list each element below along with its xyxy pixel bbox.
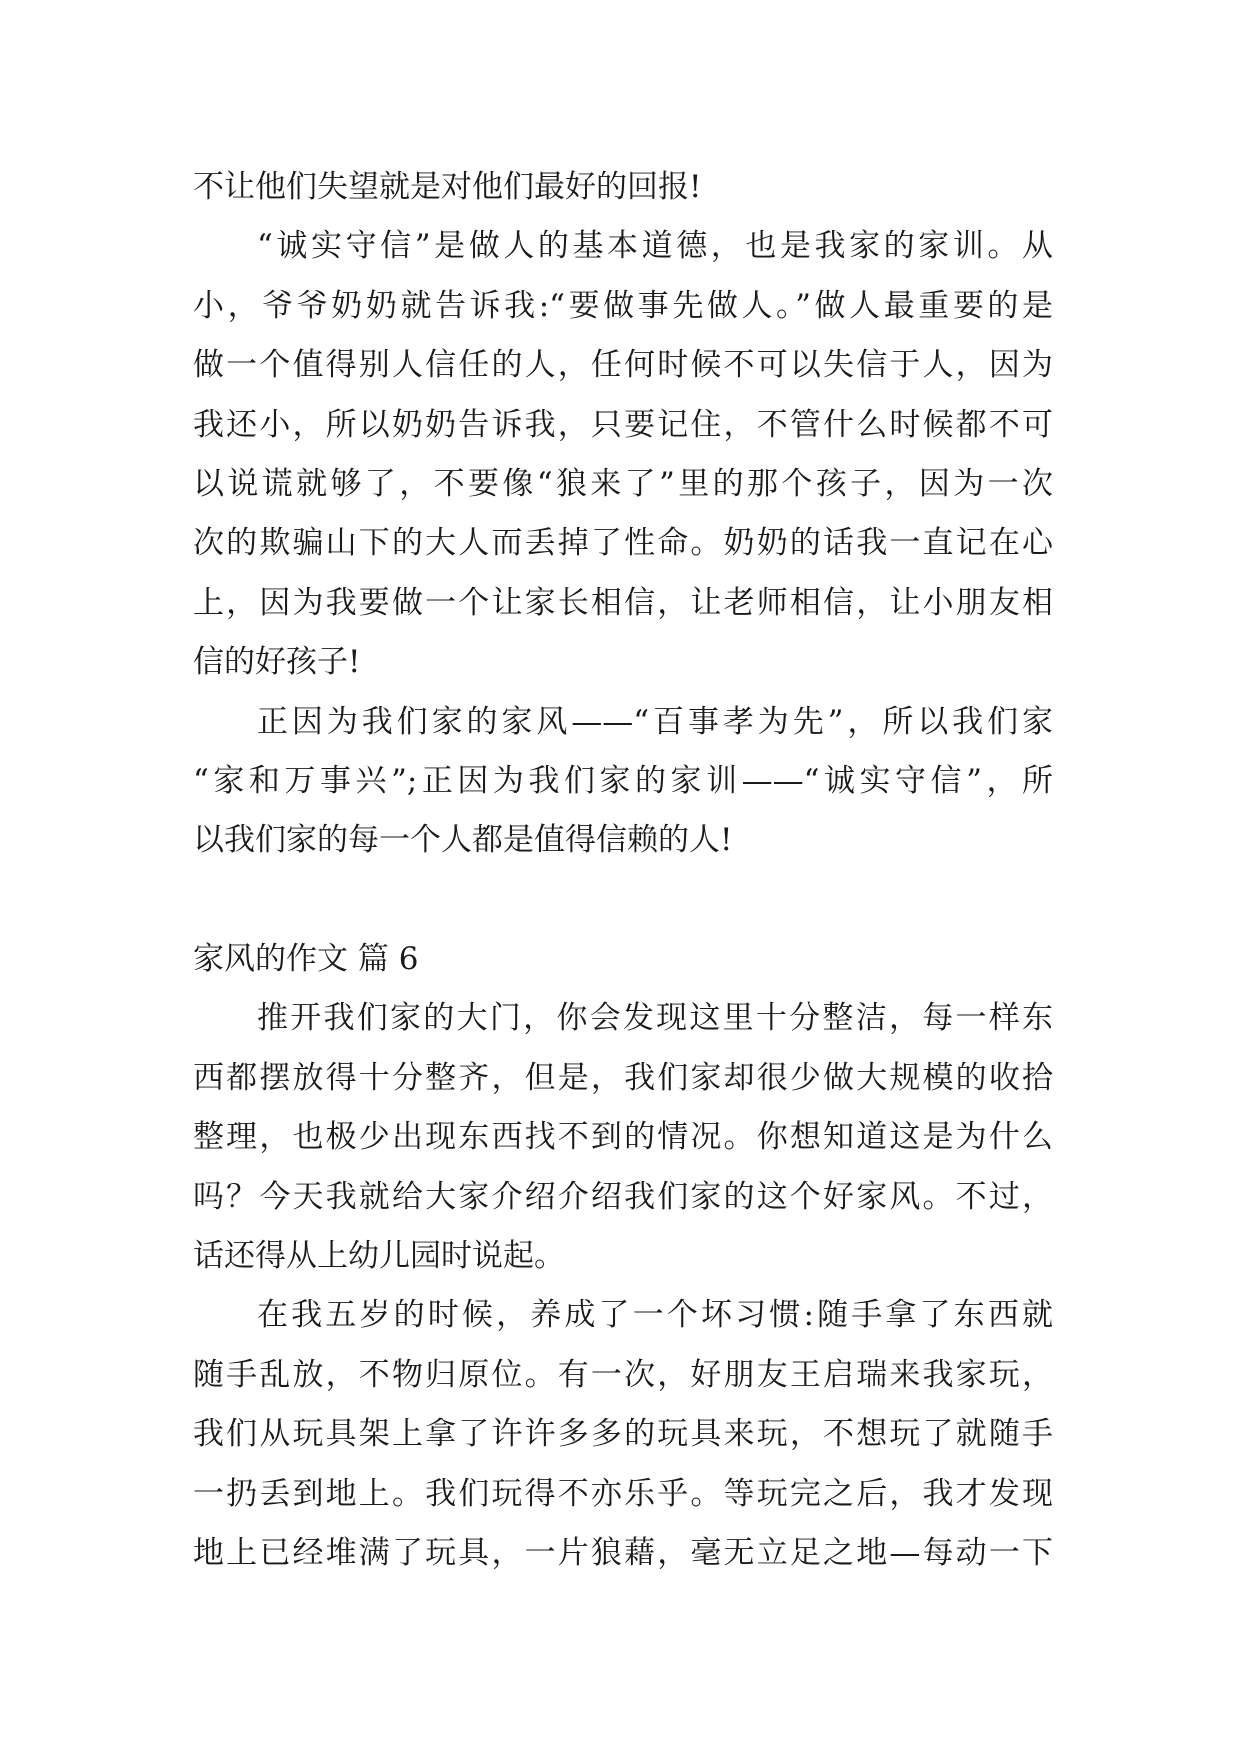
text-line: 推开我们家的大门，你会发现这里十分整洁，每一样东 (257, 1000, 1053, 1037)
paragraph (193, 989, 1053, 1286)
paragraph (193, 1286, 1053, 1583)
text-line: 不让他们失望就是对他们最好的回报! (193, 169, 702, 205)
text-line: 地上已经堆满了玩具，一片狼藉，毫无立足之地—每动一下 (193, 1534, 1053, 1571)
text-line: 信的好孩子! (193, 644, 361, 681)
paragraph (193, 158, 1053, 217)
heading-text: 家风的作文 篇 6 (193, 941, 419, 978)
text-line: “家和万事兴”;正因为我们家的家训——“诚实守信”，所 (193, 762, 1053, 799)
text-line: 话还得从上幼儿园时说起。 (193, 1238, 565, 1275)
text-line: 做一个值得别人信任的人，任何时候不可以失信于人，因为 (193, 347, 1053, 384)
paragraph (193, 693, 1053, 871)
section-heading (193, 930, 1053, 989)
text-line: 在我五岁的时候，养成了一个坏习惯:随手拿了东西就 (257, 1297, 1053, 1334)
text-line: 正因为我们家的家风——“百事孝为先”，所以我们家 (257, 703, 1053, 740)
paragraph (193, 217, 1053, 692)
document-body (193, 158, 1053, 1583)
text-line: 我还小，所以奶奶告诉我，只要记住，不管什么时候都不可 (193, 406, 1053, 443)
text-line: 次的欺骗山下的大人而丢掉了性命。奶奶的话我一直记在心 (193, 525, 1053, 562)
text-line: 吗？今天我就给大家介绍介绍我们家的这个好家风。不过， (193, 1178, 1053, 1215)
text-line: 以说谎就够了，不要像“狼来了”里的那个孩子，因为一次 (193, 465, 1053, 502)
text-line: 以我们家的每一个人都是值得信赖的人! (193, 822, 733, 859)
text-line: 上，因为我要做一个让家长相信，让老师相信，让小朋友相 (193, 584, 1053, 621)
text-line: “诚实守信”是做人的基本道德，也是我家的家训。从 (257, 228, 1053, 265)
text-line: 西都摆放得十分整齐，但是，我们家却很少做大规模的收拾 (193, 1059, 1053, 1096)
text-line: 随手乱放，不物归原位。有一次，好朋友王启瑞来我家玩， (193, 1356, 1053, 1393)
section-spacer (193, 871, 1053, 930)
text-line: 一扔丢到地上。我们玩得不亦乐乎。等玩完之后，我才发现 (193, 1475, 1053, 1512)
text-line: 小，爷爷奶奶就告诉我:“要做事先做人。”做人最重要的是 (193, 287, 1053, 324)
text-line: 我们从玩具架上拿了许许多多的玩具来玩，不想玩了就随手 (193, 1416, 1053, 1453)
text-line: 整理，也极少出现东西找不到的情况。你想知道这是为什么 (193, 1119, 1053, 1156)
